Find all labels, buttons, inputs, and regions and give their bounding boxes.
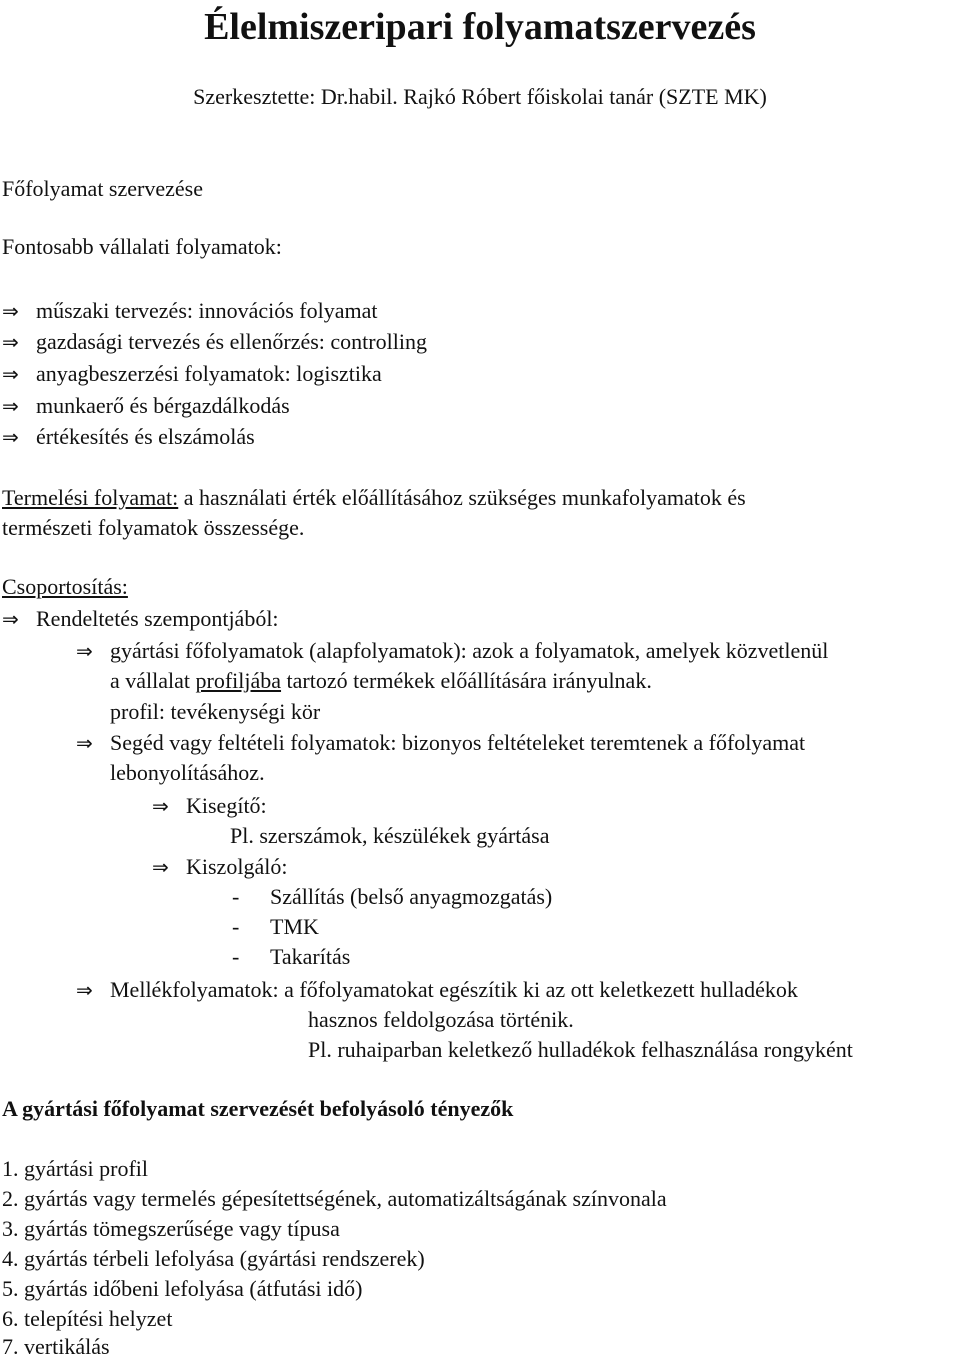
numbered-item: 6. telepítési helyzet <box>2 1306 173 1331</box>
dash-list-text: TMK <box>270 914 319 939</box>
double-arrow-icon: ⇒ <box>152 794 169 818</box>
text-fragment: tartozó termékek előállítására irányulnak. <box>281 668 652 693</box>
numbered-item: 4. gyártás térbeli lefolyása (gyártási rendszerek) <box>2 1246 425 1271</box>
example-line: Pl. szerszámok, készülékek gyártása <box>230 823 550 848</box>
double-arrow-icon: ⇒ <box>2 299 19 323</box>
list-item-continuation: lebonyolításához. <box>110 760 265 785</box>
double-arrow-icon: ⇒ <box>2 394 19 418</box>
list-item-text: gazdasági tervezés és ellenőrzés: controlling <box>36 329 427 354</box>
numbered-item: 3. gyártás tömegszerűsége vagy típusa <box>2 1216 340 1241</box>
section-heading-csoportositas: Csoportosítás: <box>2 574 128 599</box>
list-item-text: gyártási főfolyamatok (alapfolyamatok): azok a folyamatok, amelyek közvetlenül <box>110 638 829 663</box>
list-item-continuation: hasznos feldolgozása történik. <box>308 1007 574 1032</box>
document-subtitle: Szerkesztette: Dr.habil. Rajkó Róbert főiskolai tanár (SZTE MK) <box>193 84 767 109</box>
example-line: Pl. ruhaiparban keletkező hulladékok felhasználása rongyként <box>308 1037 853 1062</box>
list-item-text: értékesítés és elszámolás <box>36 424 255 449</box>
list-item-text: Rendeltetés szempontjából: <box>36 606 279 631</box>
list-item <box>76 732 805 754</box>
double-arrow-icon: ⇒ <box>2 330 19 354</box>
list-item <box>76 979 798 1001</box>
definition-line: természeti folyamatok összessége. <box>2 515 305 540</box>
text-fragment: a vállalat <box>110 668 196 693</box>
list-item <box>2 395 290 417</box>
list-item-text: munkaerő és bérgazdálkodás <box>36 393 290 418</box>
list-item <box>152 856 287 878</box>
dash-bullet: - <box>232 884 240 909</box>
section-heading-tenyezok: A gyártási főfolyamat szervezését befolyásoló tényezők <box>2 1096 514 1121</box>
list-item <box>2 363 382 385</box>
dash-list-item <box>232 916 319 938</box>
definition-term: Termelési folyamat: <box>2 485 179 510</box>
double-arrow-icon: ⇒ <box>76 978 93 1002</box>
double-arrow-icon: ⇒ <box>2 362 19 386</box>
dash-list-item <box>232 886 552 908</box>
list-item <box>152 795 267 817</box>
list-item-text: anyagbeszerzési folyamatok: logisztika <box>36 361 382 386</box>
list-item-text: Kisegítő: <box>186 793 267 818</box>
definition-line <box>2 487 746 509</box>
list-item <box>2 300 378 322</box>
definition-text: a használati érték előállításához szükséges munkafolyamatok és <box>178 485 746 510</box>
dash-bullet: - <box>232 944 240 969</box>
profil-definition: profil: tevékenységi kör <box>110 699 321 724</box>
numbered-item: 5. gyártás időbeni lefolyása (átfutási idő) <box>2 1276 363 1301</box>
double-arrow-icon: ⇒ <box>2 425 19 449</box>
list-item-text: Segéd vagy feltételi folyamatok: bizonyos feltételeket teremtenek a főfolyamat <box>110 730 806 755</box>
list-item-text: műszaki tervezés: innovációs folyamat <box>36 298 378 323</box>
section-heading-fofolyamat: Főfolyamat szervezése <box>2 176 203 201</box>
list-item-continuation <box>110 670 652 692</box>
list-item-text: Kiszolgáló: <box>186 854 288 879</box>
list-item <box>76 640 828 662</box>
section-heading-fontosabb: Fontosabb vállalati folyamatok: <box>2 234 282 259</box>
numbered-item: 7. vertikálás <box>2 1334 110 1359</box>
double-arrow-icon: ⇒ <box>76 639 93 663</box>
document-title: Élelmiszeripari folyamatszervezés <box>204 6 756 48</box>
dash-list-text: Szállítás (belső anyagmozgatás) <box>270 884 553 909</box>
double-arrow-icon: ⇒ <box>76 731 93 755</box>
numbered-item: 1. gyártási profil <box>2 1156 149 1181</box>
list-item-text: Mellékfolyamatok: a főfolyamatokat egészítik ki az ott keletkezett hulladékok <box>110 977 798 1002</box>
double-arrow-icon: ⇒ <box>2 607 19 631</box>
dash-bullet: - <box>232 914 240 939</box>
dash-list-item <box>232 946 350 968</box>
double-arrow-icon: ⇒ <box>152 855 169 879</box>
list-item <box>2 608 279 630</box>
list-item <box>2 331 427 353</box>
profil-underlined-term: profiljába <box>195 668 282 693</box>
numbered-item: 2. gyártás vagy termelés gépesítettségének, automatizáltságának színvonala <box>2 1186 667 1211</box>
dash-list-text: Takarítás <box>270 944 351 969</box>
list-item <box>2 426 255 448</box>
